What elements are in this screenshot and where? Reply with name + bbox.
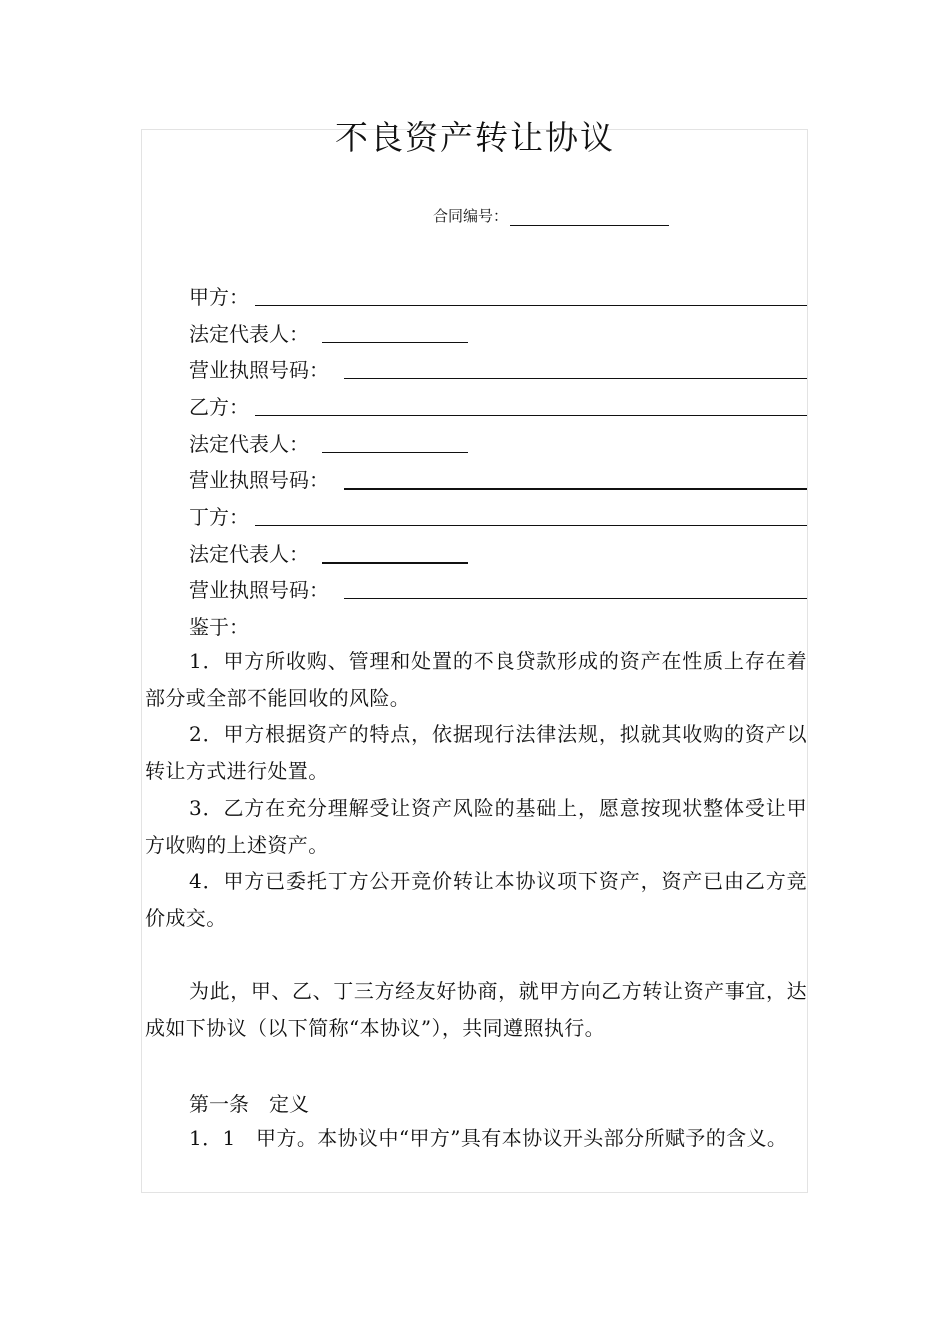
- party-b-rep-label: 法定代表人：: [189, 432, 309, 456]
- recital-2: 2．甲方根据资产的特点，依据现行法律法规，拟就其收购的资产以转让方式进行处置。: [145, 722, 807, 783]
- contract-number-blank[interactable]: [510, 211, 669, 226]
- recital-3: 3．乙方在充分理解受让资产风险的基础上，愿意按现状整体受让甲方收购的上述资产。: [145, 796, 807, 857]
- party-d-rep-label: 法定代表人：: [189, 542, 309, 566]
- party-a-license-blank[interactable]: [344, 378, 807, 379]
- recital-1: 1．甲方所收购、管理和处置的不良贷款形成的资产在性质上存在着部分或全部不能回收的风险。: [145, 649, 807, 710]
- party-a-label: 甲方：: [189, 285, 249, 309]
- party-d-label: 丁方：: [189, 505, 249, 529]
- party-b-rep-blank[interactable]: [322, 452, 468, 453]
- party-d-license-blank[interactable]: [344, 598, 807, 599]
- article-1-heading: 第一条 定义: [189, 1092, 309, 1116]
- party-b-license-blank[interactable]: [344, 488, 807, 490]
- recitals-heading: 鉴于：: [189, 615, 249, 639]
- document-title: 不良资产转让协议: [335, 118, 615, 157]
- party-d-blank[interactable]: [255, 525, 807, 526]
- party-a-license-label: 营业执照号码：: [189, 358, 329, 382]
- contract-number: [433, 205, 669, 226]
- clause-1-1: 1．1 甲方。本协议中“甲方”具有本协议开头部分所赋予的含义。: [189, 1126, 788, 1150]
- contract-number-label: 合同编号：: [433, 207, 509, 225]
- party-b-blank[interactable]: [255, 415, 807, 416]
- party-b-license-label: 营业执照号码：: [189, 468, 329, 492]
- party-d-rep-blank[interactable]: [322, 562, 468, 564]
- party-d-license-label: 营业执照号码：: [189, 578, 329, 602]
- party-b-label: 乙方：: [189, 395, 249, 419]
- party-a-blank[interactable]: [255, 305, 807, 306]
- recitals-conclusion: 为此，甲、乙、丁三方经友好协商，就甲方向乙方转让资产事宜，达成如下协议（以下简称“本协议”），共同遵照执行。: [145, 979, 807, 1040]
- recital-4: 4．甲方已委托丁方公开竞价转让本协议项下资产，资产已由乙方竞价成交。: [145, 869, 807, 930]
- party-a-rep-blank[interactable]: [322, 342, 468, 343]
- party-a-rep-label: 法定代表人：: [189, 322, 309, 346]
